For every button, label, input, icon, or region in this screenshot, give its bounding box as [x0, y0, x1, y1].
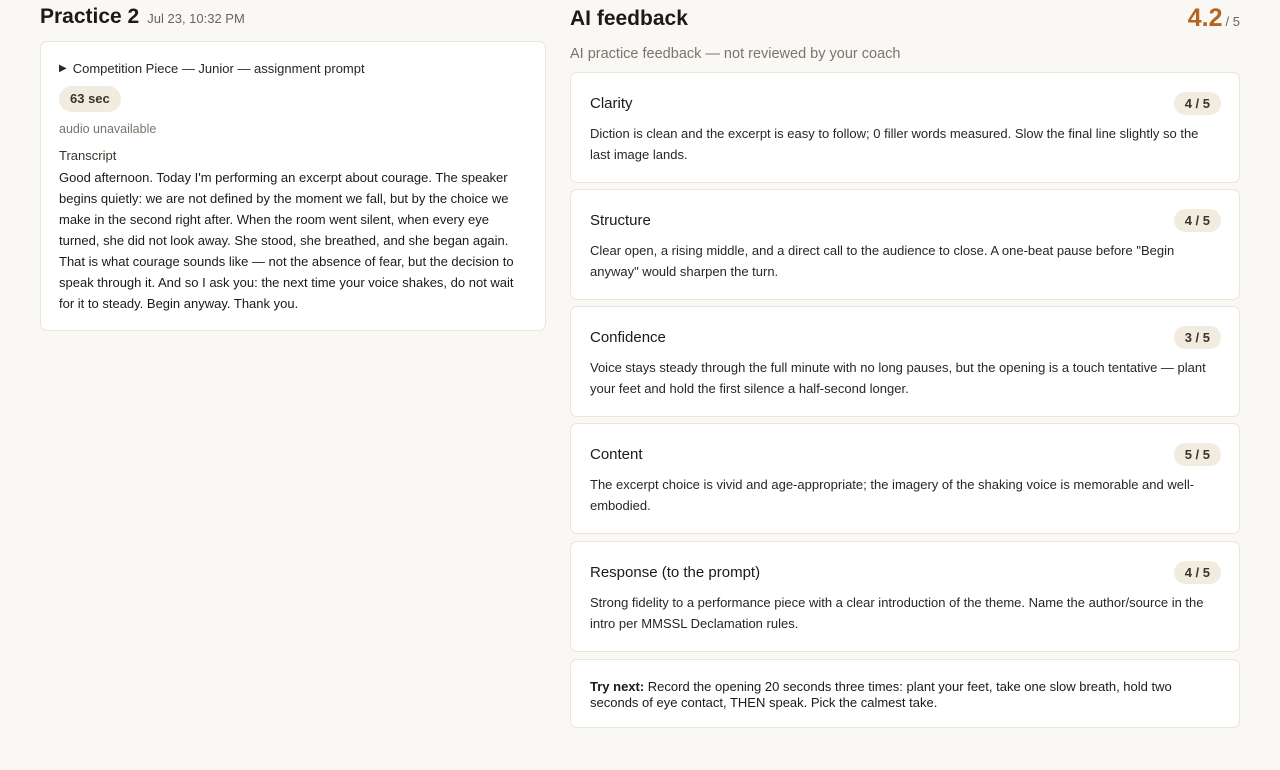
audio-status: audio unavailable — [59, 122, 157, 136]
criterion-feedback: The excerpt choice is vivid and age-appropriate; the imagery of the shaking voice is memorable and well-embodied. — [590, 477, 1195, 513]
practice-title: Practice 2 — [40, 5, 140, 28]
duration-badge: 63 sec — [59, 86, 121, 112]
transcript-label: Transcript — [59, 148, 117, 163]
assignment-prompt-label: Competition Piece — Junior — assignment prompt — [72, 61, 365, 76]
practice-header — [40, 0, 546, 34]
practice-panel — [40, 0, 546, 311]
feedback-card-structure — [570, 189, 1240, 300]
criterion-name: Response (to the prompt) — [590, 564, 761, 581]
criterion-name: Clarity — [590, 95, 633, 112]
criterion-name: Content — [590, 446, 643, 463]
try-next-label: Try next: — [590, 679, 648, 694]
criterion-name: Confidence — [590, 329, 666, 346]
criterion-score-badge: 5 / 5 — [1174, 443, 1221, 466]
criterion-feedback: Voice stays steady through the full minute with no long pauses, but the opening is a touch tentative — plant your feet and hold the first silence a half-second longer. — [590, 360, 1206, 396]
feedback-title: AI feedback — [570, 7, 688, 30]
practice-card — [40, 41, 546, 331]
feedback-card-confidence — [570, 306, 1240, 417]
overall-score-value: 4.2 — [1187, 4, 1223, 32]
criterion-score-badge: 4 / 5 — [1174, 561, 1221, 584]
criterion-score-badge: 4 / 5 — [1174, 209, 1221, 232]
disclosure-triangle-icon: ▶ — [59, 63, 67, 74]
feedback-card-content — [570, 423, 1240, 534]
criterion-name: Structure — [590, 212, 651, 229]
criterion-feedback: Clear open, a rising middle, and a direct call to the audience to close. A one-beat pause before "Begin anyway" would sharpen the turn. — [590, 243, 1175, 279]
criterion-feedback: Strong fidelity to a performance piece with a clear introduction of the theme. Name the author/source in the intro per MMSSL Declamation rules. — [590, 595, 1204, 631]
overall-score-max: / 5 — [1225, 14, 1240, 29]
feedback-card-clarity — [570, 72, 1240, 183]
try-next-card — [570, 659, 1240, 728]
criterion-feedback: Diction is clean and the excerpt is easy to follow; 0 filler words measured. Slow the final line slightly so the last image lands. — [590, 126, 1199, 162]
feedback-card-response — [570, 541, 1240, 652]
practice-date: Jul 23, 10:32 PM — [147, 11, 245, 26]
criterion-score-badge: 3 / 5 — [1174, 326, 1221, 349]
transcript-text: Good afternoon. Today I'm performing an excerpt about courage. The speaker begins quietly: we are not defined by the moment we fall, but by the choice we make in the second right after. When the room went silent, when every eye turned, she did not look away. She stood, she breathed, and she began again. That is what courage sounds like — not the absence of fear, but the decision to speak through it. And so I ask you: the next time your voice shakes, do not wait for it to steady. Begin anyway. Thank you. — [59, 170, 514, 311]
criterion-score-badge: 4 / 5 — [1174, 92, 1221, 115]
assignment-prompt-toggle[interactable] — [59, 61, 365, 76]
overall-score — [1188, 4, 1240, 33]
try-next-text: Record the opening 20 seconds three times: plant your feet, take one slow breath, hold two seconds of eye contact, THEN speak. Pick the calmest take. — [590, 679, 1172, 710]
feedback-subtitle: AI practice feedback — not reviewed by your coach — [570, 46, 901, 62]
